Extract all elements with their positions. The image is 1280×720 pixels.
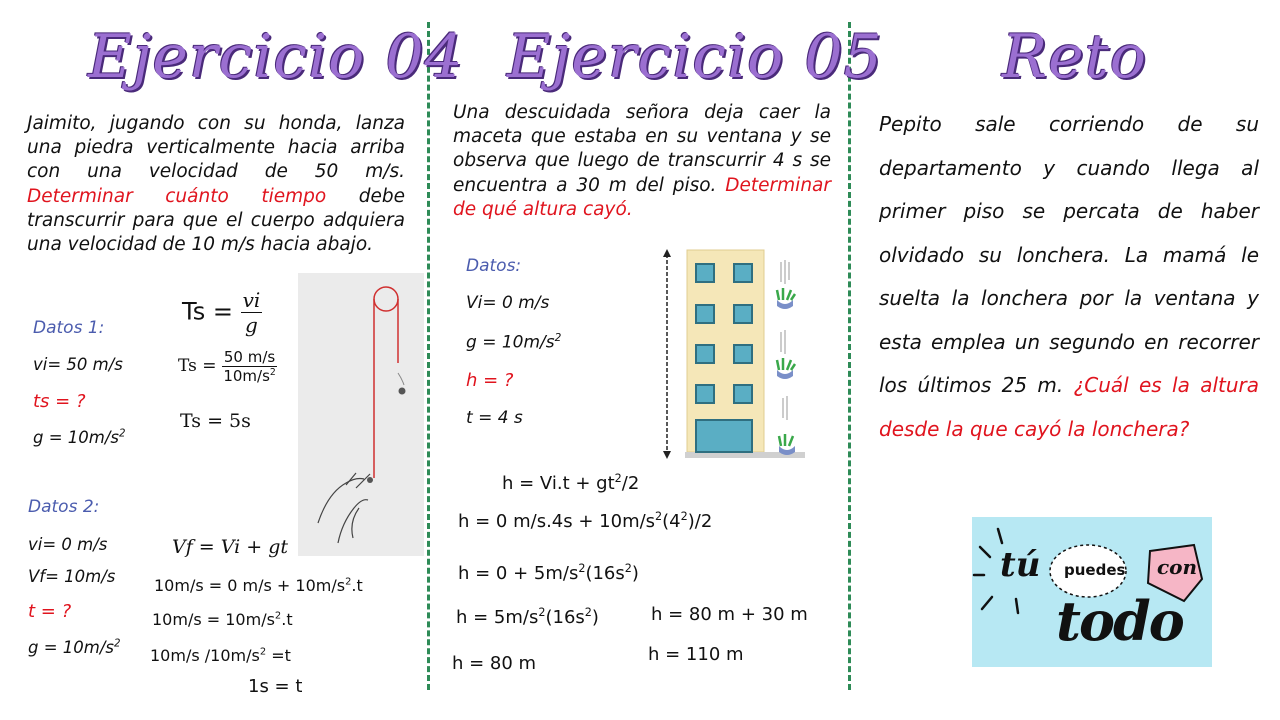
sticker-word-todo: todo (1056, 589, 1183, 653)
slingshot-illustration (298, 273, 424, 556)
datos-2-g: $g = 10m/s^2$ (28, 638, 121, 657)
datos-2-t: t = ? (28, 601, 72, 622)
problem-04-text (27, 112, 405, 257)
step-3: 10m/s $/10m/s^2 =t$ (150, 646, 291, 665)
formula-05-4: $h = 5m/s^2(16s^2)$ (456, 606, 599, 628)
title-ejercicio-05: Ejercicio 05 (507, 22, 883, 92)
vf-formula: Vf = Vi + gt (172, 536, 289, 558)
ts-substitution: Ts = $\frac{50 m/s}{10m/s^2}$ (178, 348, 276, 385)
datos-05-title: Datos: (466, 256, 522, 276)
formula-05-3: $h = 0 + 5m/s^2(16s^2)$ (458, 562, 639, 584)
step-2: $10m/s = 10m/s^2.t$ (152, 610, 293, 629)
sticker-word-tu: tú (1000, 545, 1041, 585)
formula-05-5: h = 80 m (452, 653, 537, 674)
datos-1-vi: vi= 50 m/s (33, 355, 123, 374)
formula-05-1: $h = Vi.t + gt^2/2$ (502, 472, 640, 494)
problem-05-text (453, 101, 831, 222)
problem-04-statement: Jaimito, jugando con su honda, lanza una piedra verticalmente hacia arriba con una velocidad de 50 m/s. (27, 113, 405, 183)
formula-05-7: h = 110 m (648, 644, 744, 665)
title-reto: Reto (1002, 22, 1147, 92)
step-1: 10m/s = 0 $m/s + 10m/s^2.t$ (154, 576, 363, 595)
formula-05-2: h = 0 $m/s.4s + 10m/s^2(4^2)/2$ (458, 510, 713, 532)
ts-result: Ts = 5s (180, 410, 251, 432)
datos-2-vi: vi= 0 m/s (28, 535, 108, 554)
datos-1-title: Datos 1: (33, 318, 105, 338)
reto-highlight: ¿Cuál es la altura desde la que cayó la lonchera? (879, 373, 1260, 441)
building-illustration (655, 248, 807, 462)
problem-04-highlight: Determinar cuánto tiempo (27, 185, 327, 207)
datos-05-h: h = ? (466, 370, 514, 391)
datos-05-vi: Vi= 0 m/s (466, 293, 550, 313)
column-divider-right (848, 22, 851, 690)
tu-puedes-con-todo-sticker (972, 517, 1212, 667)
problem-04-rest: debe transcurrir para que el cuerpo adquiera una velocidad de 10 m/s hacia abajo. (27, 185, 405, 256)
datos-2-title: Datos 2: (28, 497, 100, 517)
sticker-word-con: con (1157, 555, 1198, 579)
problem-05-statement: Una descuidada señora deja caer la maceta que estaba en su ventana y se observa que luego de transcurrir 4 s se encuentra a 30 m del piso. (453, 102, 831, 196)
problem-05-highlight: Determinar de qué altura cayó. (453, 174, 831, 220)
ts-formula: Ts = $\frac{vi}{g}$ (182, 288, 261, 337)
formula-05-6: h = 80 m + 30 m (651, 604, 808, 625)
column-divider-left (427, 22, 430, 690)
datos-1-g: $g = 10m/s^2$ (33, 428, 126, 447)
title-ejercicio-04: Ejercicio 04 (88, 22, 464, 92)
datos-05-t: t = 4 s (466, 408, 523, 428)
datos-2-vf: Vf= 10m/s (28, 567, 116, 586)
reto-statement: Pepito sale corriendo de su departamento y cuando llega al primer piso se percata de haber olvidado su lonchera. La mamá le suelta la lonchera por la ventana y esta emplea un segundo en recorrer los últimos 25 m. (879, 112, 1259, 397)
step-4: 1s = t (248, 676, 303, 697)
datos-05-g: $g = 10m/s^2$ (466, 332, 562, 353)
reto-text (879, 103, 1259, 451)
datos-1-ts: ts = ? (33, 391, 86, 412)
sticker-word-puedes: puedes (1064, 561, 1126, 579)
